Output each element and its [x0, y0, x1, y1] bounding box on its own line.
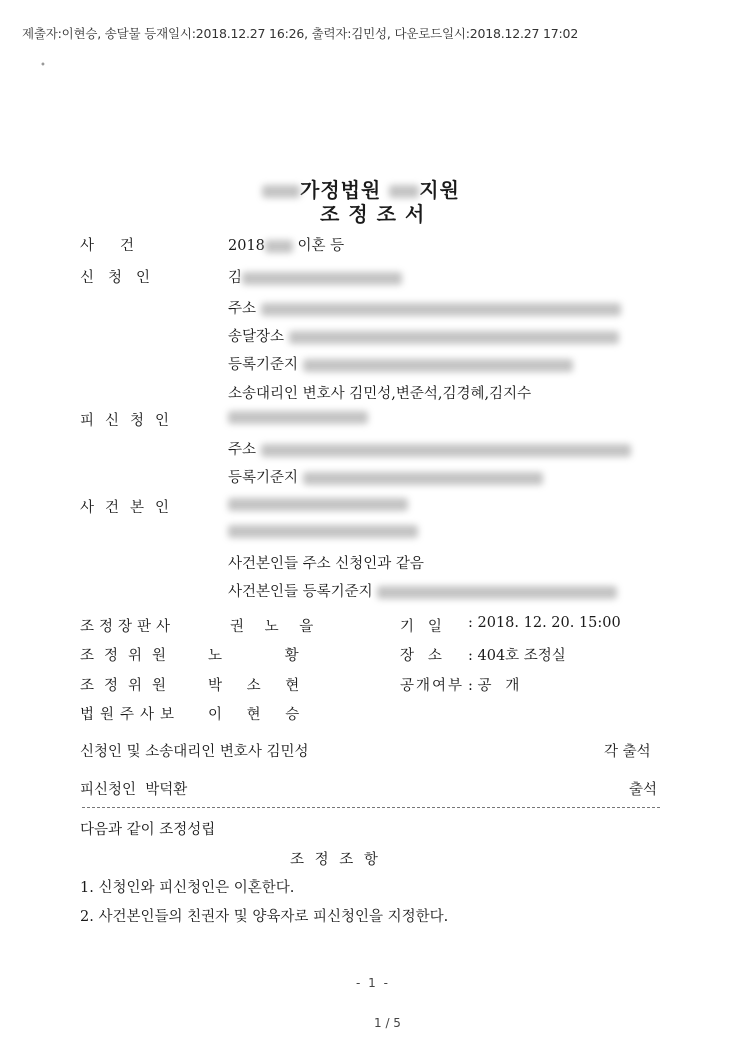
redacted-registry: [303, 359, 573, 372]
attendance-applicant-status: 각 출석: [604, 744, 651, 760]
attendance-applicant: 신청인 및 소송대리인 변호사 김민성: [80, 744, 309, 760]
redacted-applicant-id: [242, 272, 402, 285]
registry-label: 등록기준지: [228, 470, 299, 486]
clerk-label: 법원주사보: [80, 707, 181, 723]
redacted-court-region: [262, 185, 300, 198]
terms-heading: 조 정 조 항: [290, 852, 378, 868]
applicant-label: 신청인: [80, 270, 165, 286]
principal-1: [228, 496, 408, 512]
judge-label: 조정장판사: [80, 619, 176, 635]
applicant-address: [228, 297, 621, 318]
principals-address: 사건본인들 주소 신청인과 같음: [228, 556, 424, 572]
submission-info: 제출자:이현승, 송달물 등재일시:2018.12.27 16:26, 출력자:김민성, 다운로드일시:2018.12.27 17:02: [22, 26, 579, 41]
case-label: 사건: [80, 238, 161, 254]
redacted-respondent-id: [228, 411, 368, 424]
place-value: : 404호 조정실: [468, 648, 566, 664]
redacted-case-number: [265, 240, 293, 253]
terms-intro: 다음과 같이 조정성립: [80, 822, 216, 838]
applicant-name: [228, 266, 402, 287]
page-count: 1 / 5: [374, 1016, 401, 1030]
scan-mark: •: [40, 60, 46, 71]
respondent-registry: [228, 466, 543, 487]
redacted-address: [261, 444, 631, 457]
branch-name-part: 지원: [419, 178, 460, 202]
applicant-initial: 김: [228, 270, 243, 286]
registry-label: 등록기준지: [228, 357, 299, 373]
principals-registry: [228, 580, 617, 601]
redacted-address: [261, 303, 621, 316]
applicant-registry: [228, 353, 573, 374]
document-title: 조정조서: [320, 202, 434, 226]
clerk-name: 이 현 승: [208, 707, 300, 723]
judge-name: 권 노 을: [230, 619, 314, 635]
redacted-principal-1: [228, 498, 408, 511]
attendance-respondent: 피신청인 박덕환: [80, 782, 188, 798]
principals-registry-label: 사건본인들 등록기준지: [228, 584, 373, 600]
redacted-registry: [303, 472, 543, 485]
attendance-respondent-status: 출석: [629, 782, 658, 798]
applicant-service-address: [228, 325, 619, 346]
redacted-principal-2: [228, 525, 418, 538]
address-label: 주소: [228, 442, 257, 458]
member1-label: 조정위원: [80, 648, 177, 664]
place-label: 장 소: [400, 648, 442, 664]
page-number: - 1 -: [356, 976, 390, 990]
case-number: [228, 234, 344, 255]
member2-name: 박 소 현: [208, 678, 300, 694]
principals-label: 사건본인: [80, 500, 181, 516]
applicant-counsel: 소송대리인 변호사 김민성,변준석,김경혜,김지수: [228, 386, 532, 402]
respondent-address: [228, 438, 631, 459]
term-item-1: 1. 신청인와 피신청인은 이혼한다.: [80, 880, 295, 896]
case-name: 이혼 등: [297, 238, 345, 254]
public-label: 공개여부: [400, 678, 465, 694]
redacted-service-address: [289, 331, 619, 344]
respondent-label: 피신청인: [80, 413, 181, 429]
principal-2: [228, 523, 418, 539]
case-number-prefix: 2018: [228, 238, 265, 254]
address-label: 주소: [228, 301, 257, 317]
redacted-branch-region: [389, 185, 419, 198]
date-value: : 2018. 12. 20. 15:00: [468, 615, 621, 631]
term-item-2: 2. 사건본인들의 친권자 및 양육자로 피신청인을 지정한다.: [80, 909, 449, 925]
service-address-label: 송달장소: [228, 329, 285, 345]
public-value: : 공 개: [468, 678, 520, 694]
member1-name: 노 황: [208, 648, 299, 664]
court-name-part: 가정법원: [300, 178, 382, 202]
redacted-principals-registry: [377, 586, 617, 599]
divider: [82, 807, 660, 808]
member2-label: 조정위원: [80, 678, 177, 694]
date-label: 기 일: [400, 619, 442, 635]
respondent-name: [228, 409, 368, 425]
